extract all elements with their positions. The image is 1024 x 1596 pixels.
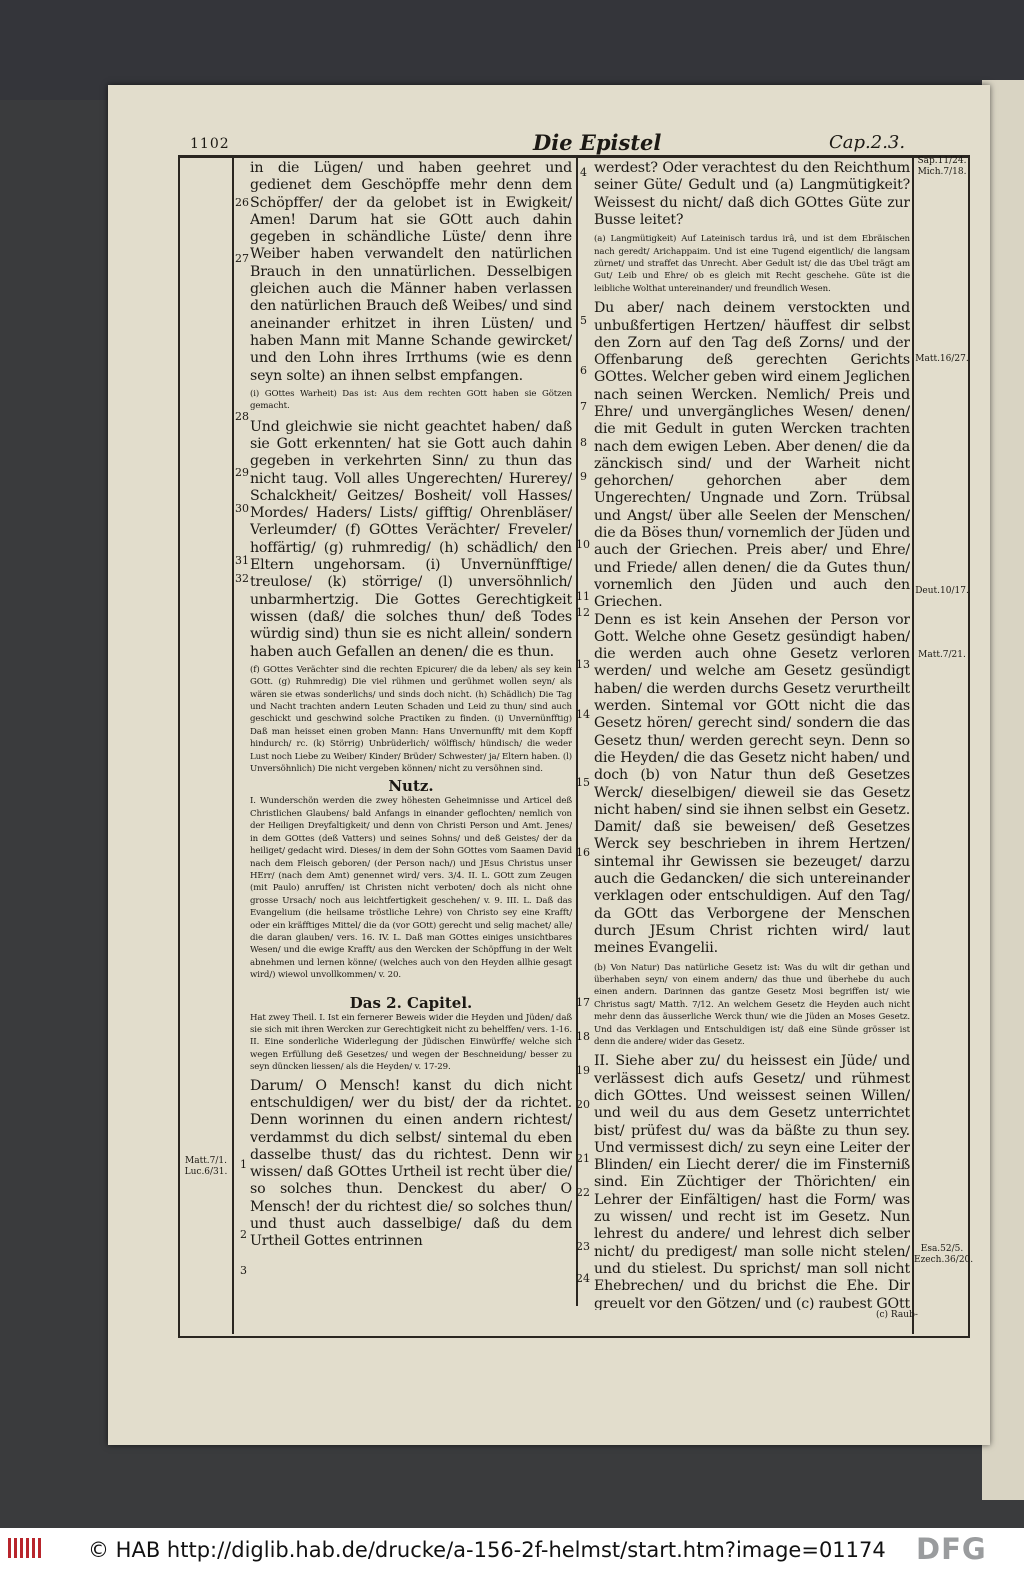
right-paragraph-2: Du aber/ nach deinem verstockten und unbußfertigen Hertzen/ häuffest dir selbst den Zorn auf den Tag deß Zorns/ und der Offenbarung deß gerechten Gerichts GOttes. Welcher geben wird einem Jeglichen nach seinen Wercken. Nemlich/ Preis und Ehre/ und unvergängliches Wesen/ denen/ die mit Gedult in guten Wercken trachten nach dem ewigen Leben. Aber denen/ die da zänckisch sind/ und der Warheit nicht gehorchen/ gehorchen aber dem Ungerechten/ Ungnade und Zorn. Trübsal und Angst/ über alle Seelen der Menschen/ die da Böses thun/ vornemlich der Jüden und auch der Griechen. Preis aber/ und Ehre/ und Friede/ allen denen/ die da Gutes thun/ vornemlich den Jüden und auch den Griechen. [594, 300, 910, 611]
margin-reference: Deut.10/17. [915, 586, 969, 596]
verse-number: 10 [576, 538, 590, 551]
verse-number: 28 [235, 410, 249, 423]
left-footnote-1: (i) GOttes Warheit) Das ist: Aus dem rechten GOtt haben sie Götzen gemacht. [250, 388, 572, 412]
verse-number: 8 [580, 436, 587, 449]
verse-number: 27 [235, 252, 249, 265]
left-text-column [250, 160, 572, 1310]
page-header [178, 130, 978, 156]
verse-number: 7 [580, 400, 587, 413]
verse-number: 22 [576, 1186, 590, 1199]
left-paragraph-3: Darum/ O Mensch! kanst du dich nicht entschuldigen/ wer du bist/ der da richtet. Denn worinnen du einen andern richtest/ verdammst du dich selbst/ sintemal du eben dasselbe thust/ das du richtest. Denn wir wissen/ daß GOttes Urtheil ist recht über die/ so solches thun. Denckest du aber/ O Mensch! der du richtest die/ so solches thun/ und thust auch dasselbige/ daß du dem Urtheil Gottes entrinnen [250, 1077, 572, 1250]
verse-number: 19 [576, 1064, 590, 1077]
verse-number: 17 [576, 996, 590, 1009]
verse-number: 14 [576, 708, 590, 721]
left-footnote-2: (f) GOttes Verächter sind die rechten Epicurer/ die da leben/ als sey kein GOtt. (g) Ruhmredig) Die viel rühmen und gerühmet wollen seyn/ als wären sie etwas sonderlichs/ und sinds doch nicht. (h) Schädlich) Die Tag und Nacht trachten andern Leuten Schaden und Leid zu thun/ sind auch geschickt und geschwind solche Practiken zu finden. (i) Unvernünfftig) Daß man heisset einen groben Mann: Hans Unvernunfft/ mit dem Kopff hindurch/ rc. (k) Störrig) Unbrüderlich/ wölffisch/ hündisch/ die weder Lust noch Liebe zu Weiber/ Kinder/ Brüder/ Schwester/ ja/ Eltern haben. (l) Unversöhnlich) Die nicht vergeben können/ nicht zu versöhnen sind. [250, 664, 572, 775]
verse-number: 18 [576, 1030, 590, 1043]
right-paragraph-3: Denn es ist kein Ansehen der Person vor Gott. Welche ohne Gesetz gesündigt haben/ die werden auch ohne Gesetz verloren werden/ und welche am Gesetz gesündigt haben/ die werden durchs Gesetz verurtheilt werden. Sintemal vor GOtt nicht die das Gesetz hören/ gerecht sind/ sondern die das Gesetz thun/ werden gerecht seyn. Denn so die Heyden/ die das Gesetz nicht haben/ und doch (b) von Natur thun deß Gesetzes Werck/ dieselbigen/ dieweil sie das Gesetz nicht haben/ sind sie ihnen selbst ein Gesetz. Damit/ daß sie beweisen/ deß Gesetzes Werck sey beschrieben in ihrem Hertzen/ sintemal ihr Gewissen sie bezeuget/ darzu auch die Gedancken/ die sich untereinander verklagen oder entschuldigen. Auf den Tag/ da GOtt das Verborgene der Menschen durch JEsum Christ richten wird/ laut meines Evangelii. [594, 611, 910, 957]
verse-number: 4 [580, 166, 587, 179]
right-footnote-2: (b) Von Natur) Das natürliche Gesetz ist: Was du wilt dir gethan und überhaben seyn/ von einem andern/ das thue und überhebe du auch einen andern. Darinnen das gantze Gesetz Mosi begriffen ist/ wie Christus sagt/ Matth. 7/12. An welchem Gesetz die Heyden auch nicht mehr denn das äusserliche Werck thun/ wie die Jüden an Moses Gesetz. Und das Verklagen und Entschuldigen ist/ daß eine Sünde grösser ist denn die andere/ wider das Gesetz. [594, 962, 910, 1047]
center-rule [576, 156, 578, 1306]
source-url[interactable]: © HAB http://diglib.hab.de/drucke/a-156-2f-helmst/start.htm?image=01174 [88, 1538, 886, 1562]
running-head: Die Epistel [533, 130, 662, 155]
right-footnote-1: (a) Langmütigkeit) Auf Lateinisch tardus irâ, und ist dem Ebräischen nach geredt/ Arichappaim. Und ist eine Tugend eigentlich/ die langsam zürnet/ und straffet das Unrecht. Aber Gedult ist/ die das Ubel trägt am Gut/ Leib und Ehre/ ob es gleich mit Recht geschehe. Güte ist die leibliche Wolthat untereinander/ und freundlich Wesen. [594, 234, 910, 294]
right-margin-rule [912, 156, 914, 1334]
nutz-text: I. Wunderschön werden die zwey höhesten Geheimnisse und Articel deß Christlichen Glaubens/ bald Anfangs in einander geflochten/ nemlich von der Heiligen Dreyfaltigkeit/ und denn von Christi Person und Amt. Jenes/ in dem GOttes (deß Vatters) und seines Sohns/ und deß Geistes/ der da heiliget/ gedacht wird. Dieses/ in dem der Sohn GOttes vom Saamen David nach dem Fleisch geboren/ (der Person nach/) und JEsus Christus unser HErr/ (nach dem Amt) genennet wird/ vers. 3/4. II. L. GOtt zum Zeugen (mit Paulo) anruffen/ ist Christen nicht verboten/ doch als nicht ohne grosse Ursach/ noch aus leichtfertigkeit geschehen/ v. 9. III. L. Daß das Evangelium (die heilsame tröstliche Lehre) von Christo sey eine Krafft/ oder ein kräfftiges Mittel/ die da (vor GOtt) gerecht und selig machet/ alle/ die daran glauben/ vers. 16. IV. L. Daß man GOttes einiges unsichtbares Wesen/ und die ewige Krafft/ aus den Wercken der Schöpffung in der Welt abnehmen und lernen könne/ (welches auch von den Heyden allhie gesagt wird/) wiewol unvollkommen/ v. 20. [250, 796, 572, 981]
verse-number: 20 [576, 1098, 590, 1111]
left-paragraph-2: Und gleichwie sie nicht geachtet haben/ daß sie Gott erkennten/ hat sie Gott auch dahin gegeben in verkehrten Sinn/ zu thun das nicht taug. Voll alles Ungerechten/ Hurerey/ Schalckheit/ Geitzes/ Bosheit/ voll Hasses/ Mordes/ Haders/ Lists/ gifftig/ Ohrenbläser/ Verleumder/ (f) GOttes Verächter/ Freveler/ hoffärtig/ (g) ruhmredig/ (h) schädlich/ den Eltern ungehorsam. (i) Unvernünfftige/ treulose/ (k) störrige/ (l) unversöhnlich/ unbarmhertzig. Die Gottes Gerechtigkeit wissen (daß/ die solches thun/ deß Todes würdig sind) thun sie es nicht allein/ sondern haben auch Gefallen an denen/ die es thun. [250, 418, 572, 660]
verse-number: 1 [240, 1158, 247, 1171]
verse-number: 11 [576, 590, 590, 603]
verse-number: 26 [235, 196, 249, 209]
verse-number: 32 [235, 572, 249, 585]
margin-reference: Matt.7/21. [918, 650, 966, 660]
chapter-heading: Das 2. Capitel. [349, 993, 473, 1012]
margin-reference: Matt.16/27. [915, 354, 969, 364]
verse-number: 30 [235, 502, 249, 515]
nutz-heading: Nutz. [388, 777, 434, 796]
verse-number: 6 [580, 364, 587, 377]
catchword: (c) Raub- [876, 1310, 918, 1320]
verse-number: 16 [576, 846, 590, 859]
verse-number: 2 [240, 1228, 247, 1241]
margin-reference: Matt.7/1. Luc.6/31. [184, 1156, 228, 1177]
verse-number: 12 [576, 606, 590, 619]
right-paragraph-4: II. Siehe aber zu/ du heissest ein Jüde/ und verlässest dich aufs Gesetz/ und rühmest dich GOttes. Und weissest seinen Willen/ und weil du aus dem Gesetz unterrichtet bist/ prüfest du/ was da bäßte zu thun sey. Und vermissest dich/ zu seyn eine Leiter der Blinden/ ein Liecht derer/ die im Finsterniß sind. Ein Züchtiger der Thörichten/ ein Lehrer der Einfältigen/ hast die Form/ was zu wissen/ und recht ist im Gesetz. Nun lehrest du andere/ und lehrest dich selber nicht/ du predigest/ man solle nicht stelen/ und du stielest. Du sprichst/ man soll nicht Ehebrechen/ und du brichst die Ehe. Dir greuelt vor den Götzen/ und (c) raubest GOtt [594, 1053, 910, 1310]
hab-logo-icon [6, 1536, 46, 1560]
footer-bar [0, 1528, 1024, 1596]
verse-number: 31 [235, 554, 249, 567]
verse-number: 9 [580, 470, 587, 483]
right-paragraph-1: werdest? Oder verachtest du den Reichthum seiner Güte/ Gedult und (a) Langmütigkeit? Weissest du nicht/ daß dich GOttes Güte zur Busse leitet? [594, 160, 910, 228]
verse-number: 3 [240, 1264, 247, 1277]
right-text-column [594, 160, 910, 1310]
page-number: 1102 [190, 136, 230, 152]
verse-number: 23 [576, 1240, 590, 1253]
dfg-logo: DFG [916, 1532, 987, 1566]
verse-number: 5 [580, 314, 587, 327]
margin-reference: Esa.52/5. Ezech.36/20. [914, 1244, 974, 1265]
verse-number: 29 [235, 466, 249, 479]
verse-number: 15 [576, 776, 590, 789]
verse-number: 13 [576, 658, 590, 671]
chapter-indicator: Cap.2.3. [829, 132, 906, 153]
verse-number: 24 [576, 1272, 590, 1285]
left-paragraph-1: in die Lügen/ und haben geehret und gedienet dem Geschöpffe mehr denn dem Schöpffer/ der da gelobet ist in Ewigkeit/ Amen! Darum hat sie GOtt auch dahin gegeben in schändliche Lüste/ denn ihre Weiber haben verwandelt den natürlichen Brauch in den unnatürlichen. Desselbigen gleichen auch die Männer haben verlassen den natürlichen Brauch deß Weibes/ und sind aneinander erhitzet in ihren Lüsten/ und haben Mann mit Manne Schande gewircket/ und den Lohn ihres Irrthums (wie es denn seyn solte) an ihnen selbst empfangen. [250, 160, 572, 384]
margin-reference: Sap.11/24. Mich.7/18. [917, 156, 967, 177]
chapter-summary: Hat zwey Theil. I. Ist ein fernerer Beweis wider die Heyden und Jüden/ daß sie sich mit ihren Wercken zur Gerechtigkeit nicht zu behelffen/ vers. 1-16. II. Eine sonderliche Widerlegung der Jüdischen Einwürffe/ welche sich wegen Erfüllung deß Gesetzes/ und wegen der Beschneidung/ besser zu seyn düncken liessen/ als die Heyden/ v. 17-29. [250, 1012, 572, 1073]
verse-number: 21 [576, 1152, 590, 1165]
